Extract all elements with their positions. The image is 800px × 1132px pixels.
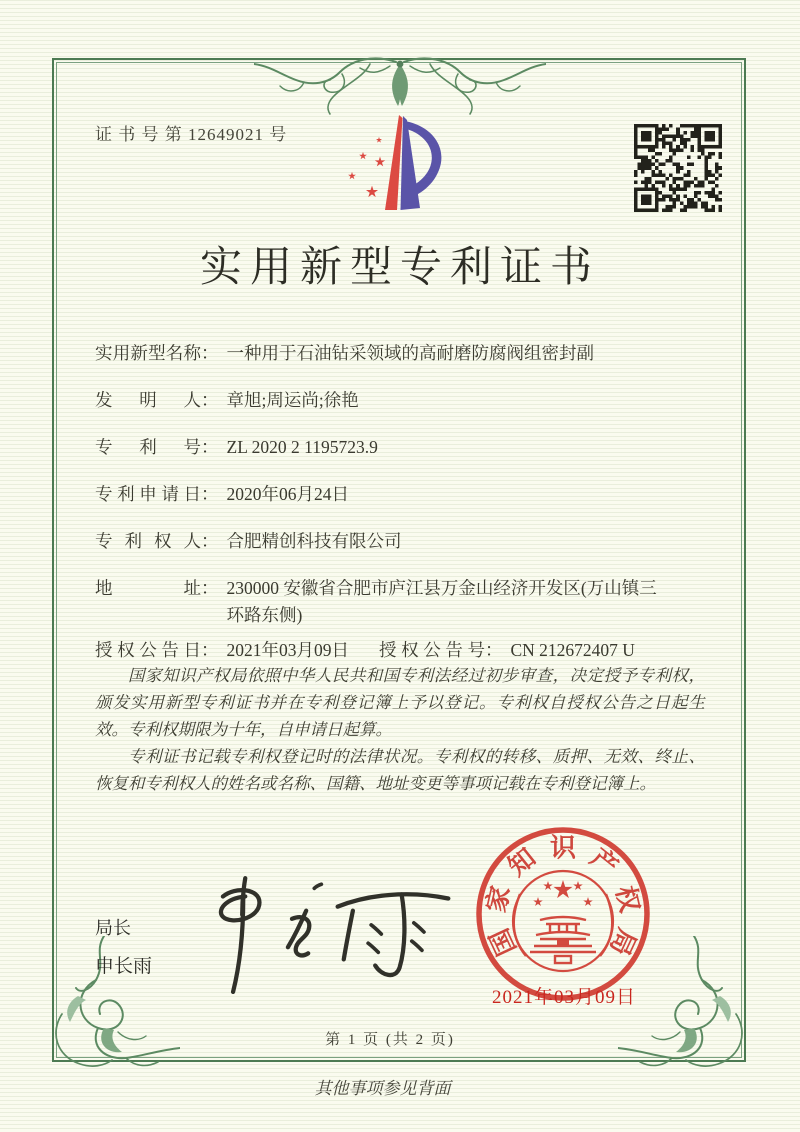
legal-paragraph-2: 专利证书记载专利权登记时的法律状况。专利权的转移、质押、无效、终止、恢复和专利权人的姓名或名称、国籍、地址变更等事项记载在专利登记簿上。 xyxy=(95,747,705,793)
field-value-patentee: 合肥精创科技有限公司 xyxy=(226,531,402,551)
field-colon: ： xyxy=(201,578,219,598)
director-signature xyxy=(200,866,455,998)
field-row-address xyxy=(95,575,701,629)
field-row-patent-number xyxy=(95,434,701,461)
page-number: 第 1 页 (共 2 页) xyxy=(325,1032,455,1048)
field-value-filing-date: 2020年06月24日 xyxy=(226,484,349,504)
field-label: 授权公告日 xyxy=(95,640,201,660)
field-value-patent-number: ZL 2020 2 1195723.9 xyxy=(226,437,378,457)
field-colon: ： xyxy=(201,484,219,504)
field-colon: ： xyxy=(201,437,219,457)
field-row-patentee xyxy=(95,528,701,555)
field-colon: ： xyxy=(485,640,503,660)
certificate-title: 实用新型专利证书 xyxy=(199,245,600,291)
field-label: 专利号 xyxy=(95,437,201,457)
field-value-utility-model-name: 一种用于石油钻采领域的高耐磨防腐阀组密封副 xyxy=(226,343,594,363)
field-value-grant-number: CN 212672407 U xyxy=(510,640,635,660)
certificate-fields xyxy=(95,340,701,684)
field-label: 授权公告号 xyxy=(379,640,485,660)
field-colon: ： xyxy=(201,343,219,363)
field-row-inventors xyxy=(95,387,701,414)
field-value-grant-date: 2021年03月09日 xyxy=(226,640,349,660)
director-name: 申长雨 xyxy=(95,956,153,977)
field-colon: ： xyxy=(201,390,219,410)
field-row-name xyxy=(95,340,701,367)
legal-text xyxy=(95,662,705,797)
seal-char: 识 xyxy=(549,833,577,863)
field-row-grant xyxy=(95,637,701,664)
seal-char: 产 xyxy=(584,842,624,882)
field-row-filing-date xyxy=(95,481,701,508)
field-label: 专利权人 xyxy=(95,531,201,551)
seal-char: 知 xyxy=(502,842,542,882)
field-label: 专利申请日 xyxy=(95,484,201,504)
seal-char: 家 xyxy=(481,883,516,916)
back-side-note: 其他事项参见背面 xyxy=(314,1079,451,1098)
qr-code xyxy=(634,124,722,212)
seal-char: 权 xyxy=(610,883,645,916)
seal-char: 局 xyxy=(604,923,642,960)
field-colon: ： xyxy=(201,640,219,660)
cnipa-logo-icon xyxy=(342,112,457,217)
director-title: 局长 xyxy=(95,918,131,938)
field-value-address: 230000 安徽省合肥市庐江县万金山经济开发区(万山镇三环路东侧) xyxy=(226,578,657,625)
seal-date: 2021年03月09日 xyxy=(491,987,636,1008)
certificate-number: 证 书 号 第 12649021 号 xyxy=(95,125,288,144)
field-label: 实用新型名称 xyxy=(95,343,201,363)
field-value-inventors: 章旭;周运尚;徐艳 xyxy=(226,390,359,410)
top-border-flourish-ornament xyxy=(254,54,546,118)
grant-number-group xyxy=(379,637,635,664)
field-label: 地址 xyxy=(95,578,201,598)
legal-paragraph-1: 国家知识产权局依照中华人民共和国专利法经过初步审查，决定授予专利权，颁发实用新型专利证书并在专利登记簿上予以登记。专利权自授权公告之日起生效。专利权期限为十年，自申请日起算。 xyxy=(95,666,705,739)
field-colon: ： xyxy=(201,531,219,551)
director-block xyxy=(95,914,152,978)
field-label: 发明人 xyxy=(95,390,201,410)
national-emblem-icon xyxy=(513,871,613,971)
seal-char: 国 xyxy=(484,923,522,960)
